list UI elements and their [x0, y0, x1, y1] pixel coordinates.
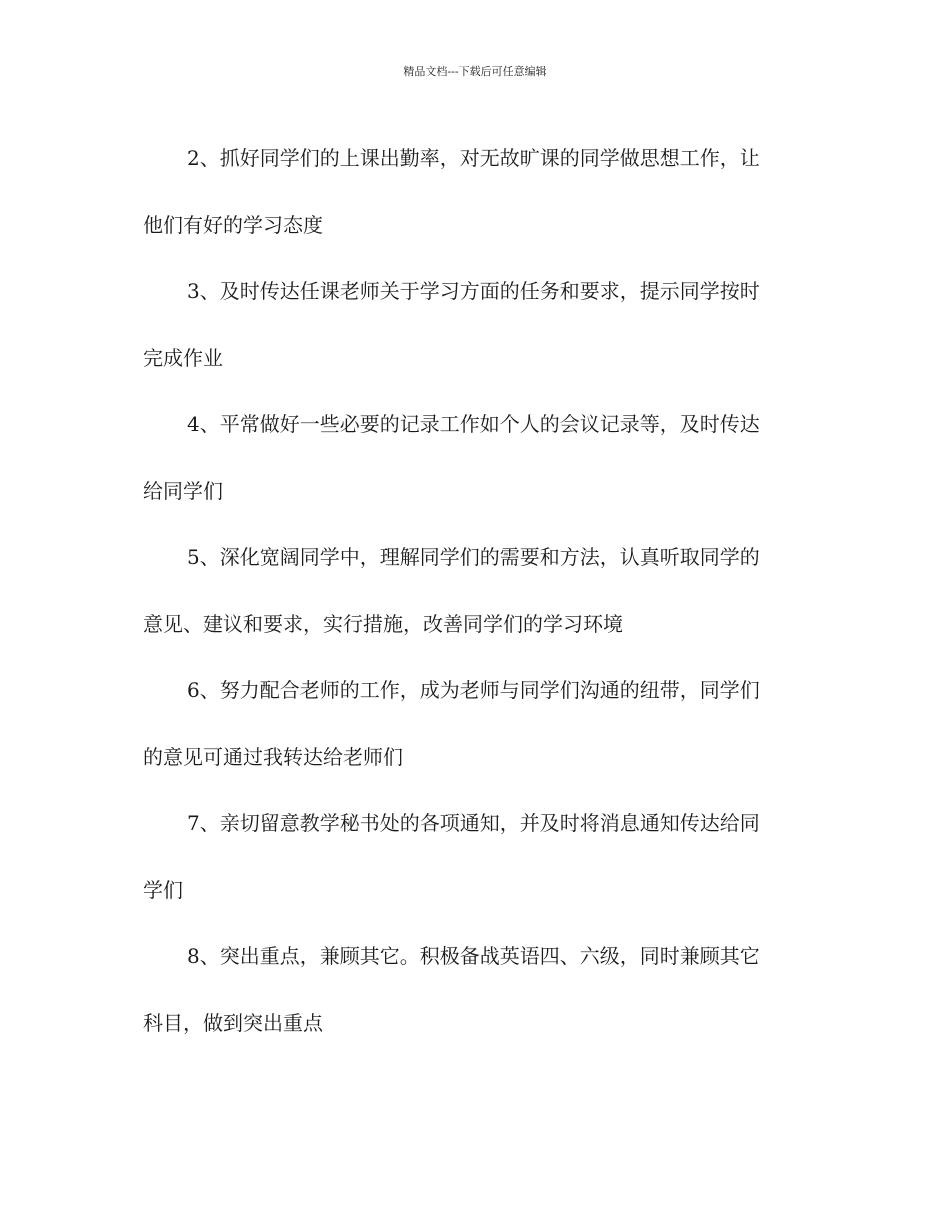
paragraph-line: 6、努力配合老师的工作，成为老师与同学们沟通的纽带，同学们 — [187, 678, 760, 702]
document-body — [143, 125, 813, 1056]
page-header: 精品文档---下载后可任意编辑 — [403, 65, 547, 78]
paragraph-line: 科目，做到突出重点 — [143, 1010, 323, 1035]
paragraph-line: 4、平常做好一些必要的记录工作如个人的会议记录等，及时传达 — [187, 412, 760, 436]
paragraph-line: 给同学们 — [143, 478, 223, 503]
paragraph-line: 的意见可通过我转达给老师们 — [143, 744, 403, 769]
paragraph-line: 8、突出重点，兼顾其它。积极备战英语四、六级，同时兼顾其它 — [187, 944, 760, 968]
paragraph-item-5 — [143, 524, 813, 657]
paragraph-line: 意见、建议和要求，实行措施，改善同学们的学习环境 — [143, 611, 623, 636]
paragraph-item-6 — [143, 657, 813, 790]
paragraph-line: 7、亲切留意教学秘书处的各项通知，并及时将消息通知传达给同 — [187, 811, 760, 835]
paragraph-item-3 — [143, 258, 813, 391]
paragraph-line: 3、及时传达任课老师关于学习方面的任务和要求，提示同学按时 — [187, 279, 760, 303]
paragraph-item-7 — [143, 790, 813, 923]
paragraph-item-2 — [143, 125, 813, 258]
paragraph-line: 他们有好的学习态度 — [143, 212, 323, 237]
paragraph-item-4 — [143, 391, 813, 524]
paragraph-line: 完成作业 — [143, 345, 223, 370]
paragraph-line: 学们 — [143, 877, 183, 902]
paragraph-item-8 — [143, 923, 813, 1056]
paragraph-line: 2、抓好同学们的上课出勤率，对无故旷课的同学做思想工作，让 — [187, 146, 760, 170]
paragraph-line: 5、深化宽阔同学中，理解同学们的需要和方法，认真听取同学的 — [187, 545, 760, 569]
